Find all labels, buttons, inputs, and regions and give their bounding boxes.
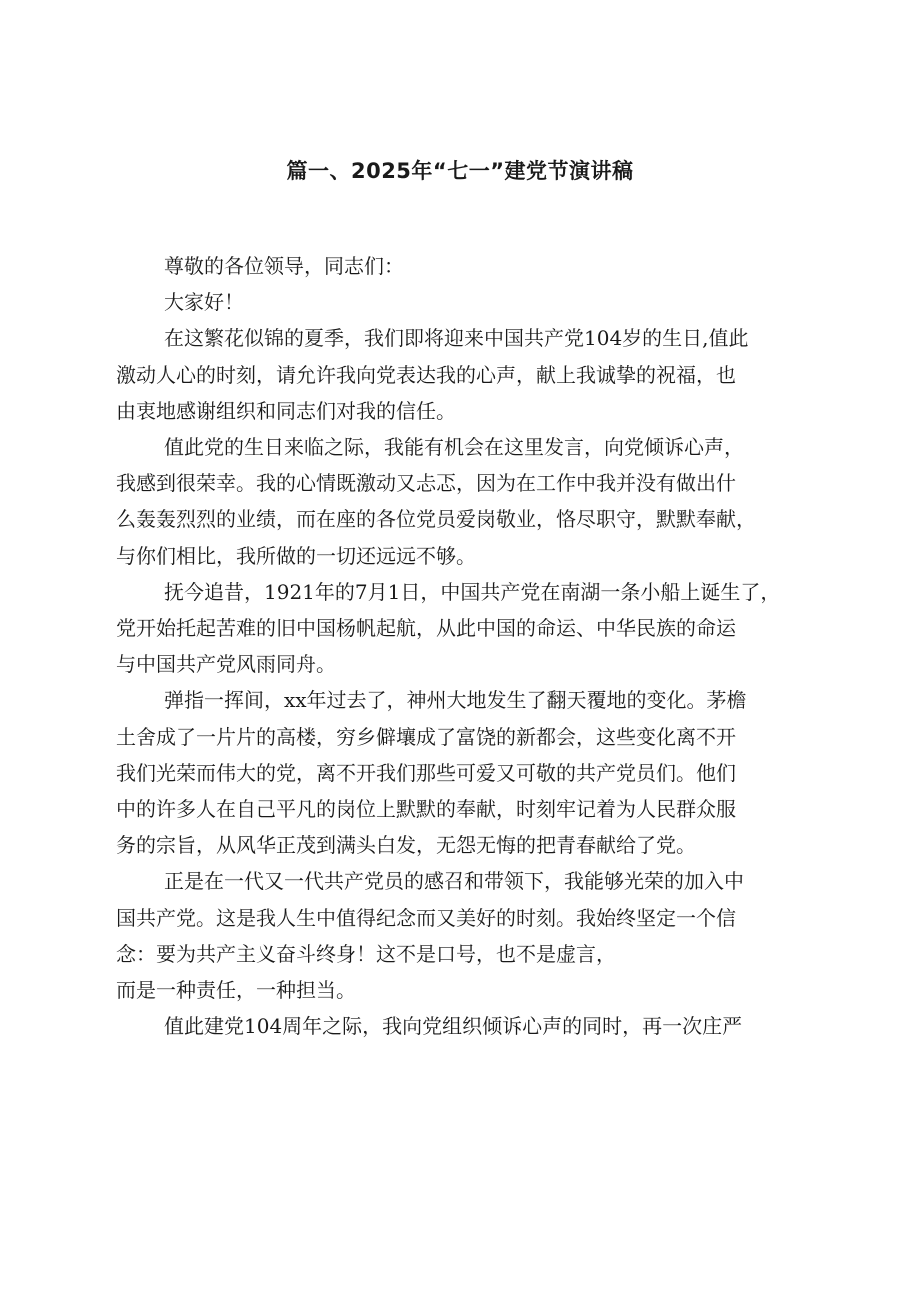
text-line: 党开始托起苦难的旧中国杨帆起航，从此中国的命运、中华民族的命运 (116, 616, 736, 641)
text-line: 激动人心的时刻，请允许我向党表达我的心声，献上我诚挚的祝福，也 (116, 362, 736, 387)
text-line: 弹指一挥间，xx年过去了，神州大地发生了翻天覆地的变化。茅檐 (164, 688, 747, 713)
text-line: 在这繁花似锦的夏季，我们即将迎来中国共产党104岁的生日,值此 (164, 326, 749, 351)
page-title: 篇一、2025年“七一”建党节演讲稿 (286, 159, 634, 183)
text-line: 抚今追昔，1921年的7月1日，中国共产党在南湖一条小船上诞生了， (164, 579, 781, 604)
text-line: 正是在一代又一代共产党员的感召和带领下，我能够光荣的加入中 (164, 869, 744, 894)
text-line: 国共产党。这是我人生中值得纪念而又美好的时刻。我始终坚定一个信 (116, 905, 736, 930)
text-line: 而是一种责任，一种担当。 (116, 978, 356, 1003)
text-line: 由衷地感谢组织和同志们对我的信任。 (116, 398, 456, 423)
text-line: 土舍成了一片片的高楼，穷乡僻壤成了富饶的新都会，这些变化离不开 (116, 724, 736, 749)
text-line: 尊敬的各位领导，同志们： (164, 254, 404, 278)
text-line: 大家好！ (164, 290, 244, 315)
text-line: 务的宗旨，从风华正茂到满头白发，无怨无悔的把青春献给了党。 (116, 833, 696, 858)
text-line: 中的许多人在自己平凡的岗位上默默的奉献，时刻牢记着为人民群众服 (116, 797, 736, 822)
text-line: 值此建党104周年之际，我向党组织倾诉心声的同时，再一次庄严 (164, 1014, 743, 1039)
text-line: 与你们相比，我所做的一切还远远不够。 (116, 543, 476, 568)
text-line: 与中国共产党风雨同舟。 (116, 652, 336, 677)
text-line: 值此党的生日来临之际，我能有机会在这里发言，向党倾诉心声， (164, 435, 744, 460)
text-line: 么轰轰烈烈的业绩，而在座的各位党员爱岗敬业，恪尽职守，默默奉献， (116, 507, 756, 532)
speech-body (116, 248, 836, 1044)
text-line: 我们光荣而伟大的党，离不开我们那些可爱又可敬的共产党员们。他们 (116, 760, 736, 785)
text-line: 我感到很荣幸。我的心情既激动又忐忑，因为在工作中我并没有做出什 (116, 471, 736, 496)
text-line: 念：要为共产主义奋斗终身！这不是口号，也不是虚言， (116, 941, 616, 966)
